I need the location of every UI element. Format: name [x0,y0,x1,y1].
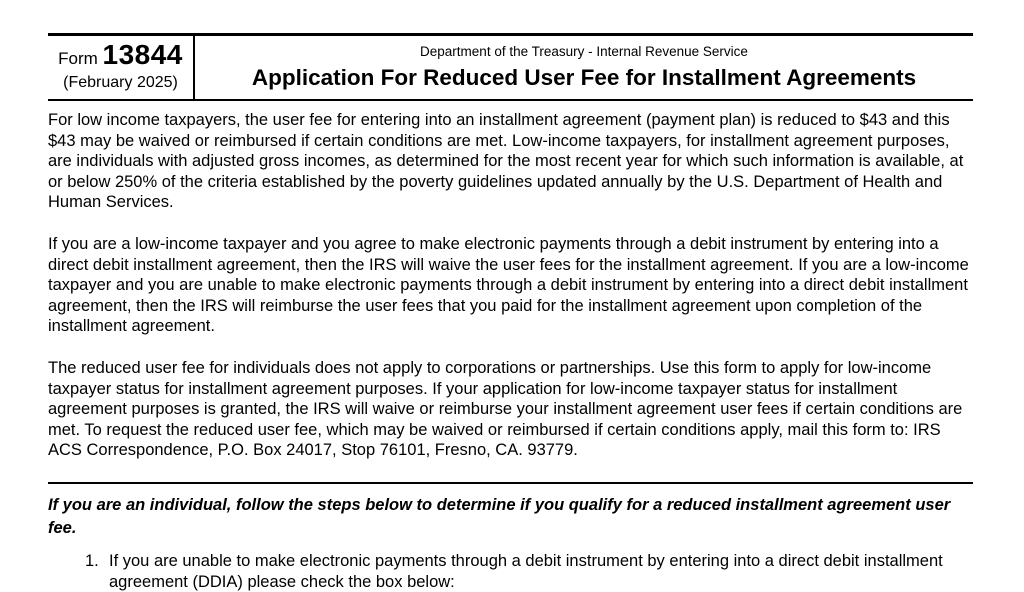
form-title-block [195,36,973,99]
form-revision-date: (February 2025) [63,74,178,91]
step-text: If you are unable to make electronic payments through a debit instrument by entering into a direct debit installment agreement (DDIA) please check the box below: [109,551,943,591]
form-number-block [48,36,195,99]
agency-line: Department of the Treasury - Internal Revenue Service [420,44,748,59]
instruction-heading: If you are an individual, follow the steps below to determine if you qualify for a reduced installment agreement user fee. [48,495,951,537]
form-number-line [58,41,183,73]
form-label: Form [58,49,98,68]
form-header [48,33,973,101]
step-item-1 [85,551,973,592]
form-number: 13844 [102,39,183,70]
step-number: 1. [85,551,99,570]
waiver-paragraph: If you are a low-income taxpayer and you agree to make electronic payments through a debit instrument by entering into a direct debit installment agreement, then the IRS will waive the user fees for the installment agreement. If you are a low-income taxpayer and you are unable to make electronic payments through a debit instrument by entering into a direct debit installment agreement, then the IRS will reimburse the user fees that you paid for the installment agreement upon completion of the installment agreement. [48,234,969,336]
section-divider [48,482,973,484]
form-title: Application For Reduced User Fee for Installment Agreements [251,65,917,90]
steps-list [48,551,973,592]
form-body [48,101,973,592]
intro-paragraph: For low income taxpayers, the user fee for entering into an installment agreement (payment plan) is reduced to $43 and this $43 may be waived or reimbursed if certain conditions are met. Low-income taxpayers, for installment agreement purposes, are individuals with adjusted gross incomes, as determined for the most recent year for which such information is available, at or below 250% of the criteria established by the poverty guidelines updated annually by the U.S. Department of Health and Human Services. [48,111,964,212]
mailing-paragraph: The reduced user fee for individuals does not apply to corporations or partnerships. Use this form to apply for low-income taxpayer status for installment agreement purposes. If your application for low-income taxpayer status for installment agreement purposes is granted, the IRS will waive or reimburse your installment agreement user fees if certain conditions are met. To request the reduced user fee, which may be waived or reimbursed if certain conditions apply, mail this form to: IRS ACS Correspondence, P.O. Box 24017, Stop 76101, Fresno, CA. 93779. [48,358,963,460]
